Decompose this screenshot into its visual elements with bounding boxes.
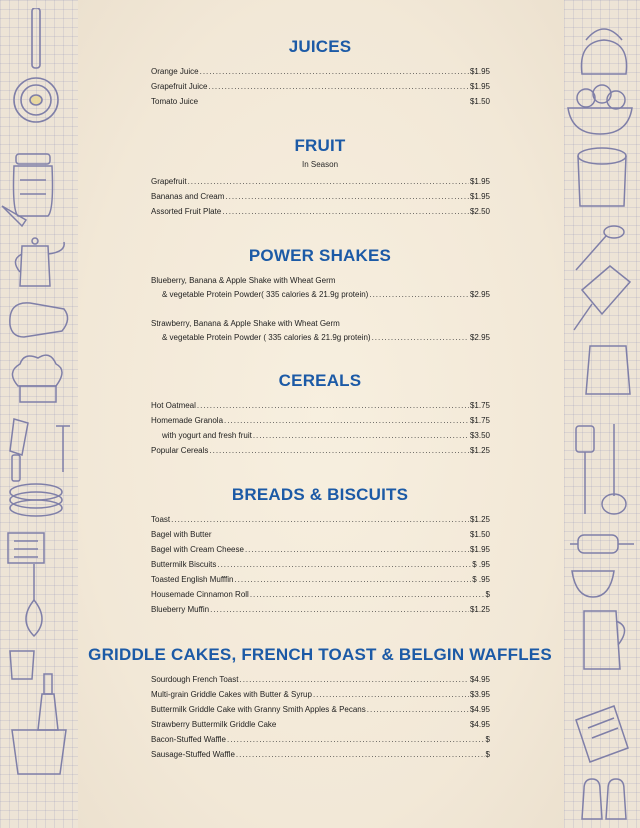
menu-item: Buttermilk Griddle Cake with Granny Smith Apples & Pecans ..... $4.95	[151, 704, 490, 715]
fruit-bowl-icon	[564, 82, 636, 138]
section-title-griddle: GRIDDLE CAKES, FRENCH TOAST & BELGIN WAFFLES	[88, 645, 552, 664]
menu-item: Orange Juice ..... $1.95	[151, 66, 490, 77]
menu-item: Homemade Granola ..... $1.75	[151, 415, 490, 426]
whisk-icon	[14, 560, 54, 640]
right-doodle-panel	[564, 0, 640, 828]
menu-item: Hot Oatmeal ..... $1.75	[151, 400, 490, 411]
menu-item: Bagel with Butter $1.50	[151, 530, 490, 539]
menu-item: Multi-grain Griddle Cakes with Butter & Syrup ..... $3.95	[151, 689, 490, 700]
left-doodle-panel	[0, 0, 78, 828]
oven-mitt-icon	[4, 295, 74, 345]
section-title-juices: JUICES	[288, 37, 352, 56]
section-note-fruit: In Season	[301, 160, 339, 169]
cutting-board-icon	[570, 260, 636, 340]
menu-item: Tomato Juice $1.50	[151, 97, 490, 106]
corkscrew-icon	[52, 420, 74, 480]
section-title-fruit: FRUIT	[294, 136, 346, 155]
recipe-book-icon	[568, 700, 634, 770]
menu-item: Housemade Cinnamon Roll ..... $	[151, 589, 490, 600]
menu-item: Assorted Fruit Plate ..... $2.50	[151, 206, 490, 217]
knife-icon	[0, 200, 30, 230]
menu-item: Toasted English Mufffin ..... $ .95	[151, 574, 490, 585]
shake-description: Blueberry, Banana & Apple Shake with Wheat Germ	[151, 276, 336, 285]
menu-item: Grapefruit ..... $1.95	[151, 176, 490, 187]
bowl-icon	[568, 565, 618, 601]
menu-item: Bacon-Stuffed Waffle ..... $	[151, 734, 490, 745]
menu-item: Grapefruit Juice ..... $1.95	[151, 81, 490, 92]
apron-icon	[580, 340, 636, 400]
menu-item: Blueberry Muffin ..... $1.25	[151, 604, 490, 615]
menu-item: Popular Cereals ..... $1.25	[151, 445, 490, 456]
menu-item: Sausage-Stuffed Waffle ..... $	[151, 749, 490, 760]
menu-item: Bananas and Cream ..... $1.95	[151, 191, 490, 202]
menu-item: Buttermilk Biscuits ..... $ .95	[151, 559, 490, 570]
section-title-cereals: CEREALS	[278, 371, 362, 390]
section-title-breads: BREADS & BISCUITS	[231, 485, 409, 504]
ladle-icon	[594, 420, 634, 520]
skillet-icon	[12, 8, 62, 138]
menu-item: Toast ..... $1.25	[151, 514, 490, 525]
menu-item: Strawberry Buttermilk Griddle Cake $4.95	[151, 720, 490, 729]
section-title-power-shakes: POWER SHAKES	[248, 246, 392, 265]
cleaver-icon	[4, 415, 34, 485]
shake-description: Strawberry, Banana & Apple Shake with Wheat Germ	[151, 319, 340, 328]
menu-item: with yogurt and fresh fruit ..... $3.50	[162, 430, 490, 441]
menu-item: Sourdough French Toast ..... $4.95	[151, 674, 490, 685]
salt-pepper-icon	[578, 775, 630, 823]
bottle-icon	[8, 670, 70, 780]
menu-item: & vegetable Protein Powder ( 335 calories & 21.9g protein) ..... $2.95	[162, 332, 490, 343]
menu-item: & vegetable Protein Powder( 335 calories & 21.9g protein) ..... $2.95	[162, 289, 490, 300]
menu-item: Bagel with Cream Cheese ..... $1.95	[151, 544, 490, 555]
